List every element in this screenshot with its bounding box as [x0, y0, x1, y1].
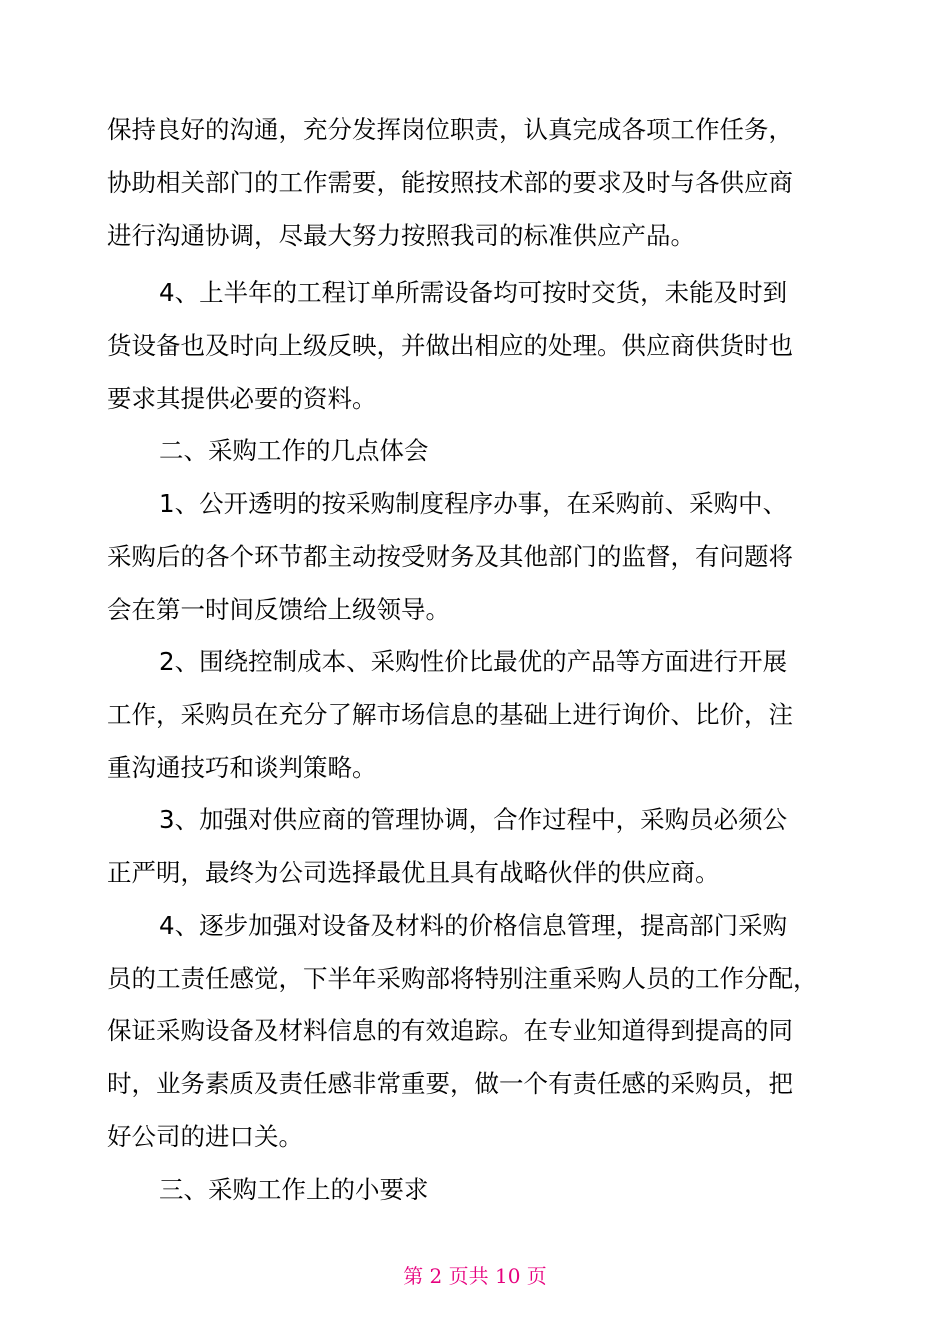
text-line: 1、公开透明的按采购制度程序办事，在采购前、采购中、 — [159, 489, 788, 518]
text-line: 采购后的各个环节都主动按受财务及其他部门的监督，有问题将 — [107, 542, 793, 571]
text-line: 要求其提供必要的资料。 — [107, 384, 377, 413]
text-line: 工作，采购员在充分了解市场信息的基础上进行询价、比价，注 — [107, 700, 793, 729]
text-line: 4、上半年的工程订单所需设备均可按时交货，未能及时到 — [159, 278, 788, 307]
text-line: 2、围绕控制成本、采购性价比最优的产品等方面进行开展 — [159, 647, 788, 676]
text-line: 货设备也及时向上级反映，并做出相应的处理。供应商供货时也 — [107, 331, 793, 360]
text-line: 保证采购设备及材料信息的有效追踪。在专业知道得到提高的同 — [107, 1016, 793, 1045]
page-number-footer: 第 2 页共 10 页 — [403, 1264, 547, 1288]
text-line: 员的工责任感觉，下半年采购部将特别注重采购人员的工作分配， — [107, 964, 818, 993]
text-line: 3、加强对供应商的管理协调，合作过程中，采购员必须公 — [159, 805, 788, 834]
text-line: 时，业务素质及责任感非常重要，做一个有责任感的采购员，把 — [107, 1069, 793, 1098]
text-line: 4、逐步加强对设备及材料的价格信息管理，提高部门采购 — [159, 911, 788, 940]
text-line: 正严明，最终为公司选择最优且具有战略伙伴的供应商。 — [107, 858, 720, 887]
section-heading: 二、采购工作的几点体会 — [159, 436, 429, 465]
text-line: 会在第一时间反馈给上级领导。 — [107, 595, 450, 624]
text-line: 好公司的进口关。 — [107, 1122, 303, 1151]
text-line: 保持良好的沟通，充分发挥岗位职责，认真完成各项工作任务， — [107, 115, 793, 144]
text-line: 进行沟通协调，尽最大努力按照我司的标准供应产品。 — [107, 221, 695, 250]
section-heading: 三、采购工作上的小要求 — [159, 1175, 429, 1204]
text-line: 重沟通技巧和谈判策略。 — [107, 753, 377, 782]
text-line: 协助相关部门的工作需要，能按照技术部的要求及时与各供应商 — [107, 168, 793, 197]
